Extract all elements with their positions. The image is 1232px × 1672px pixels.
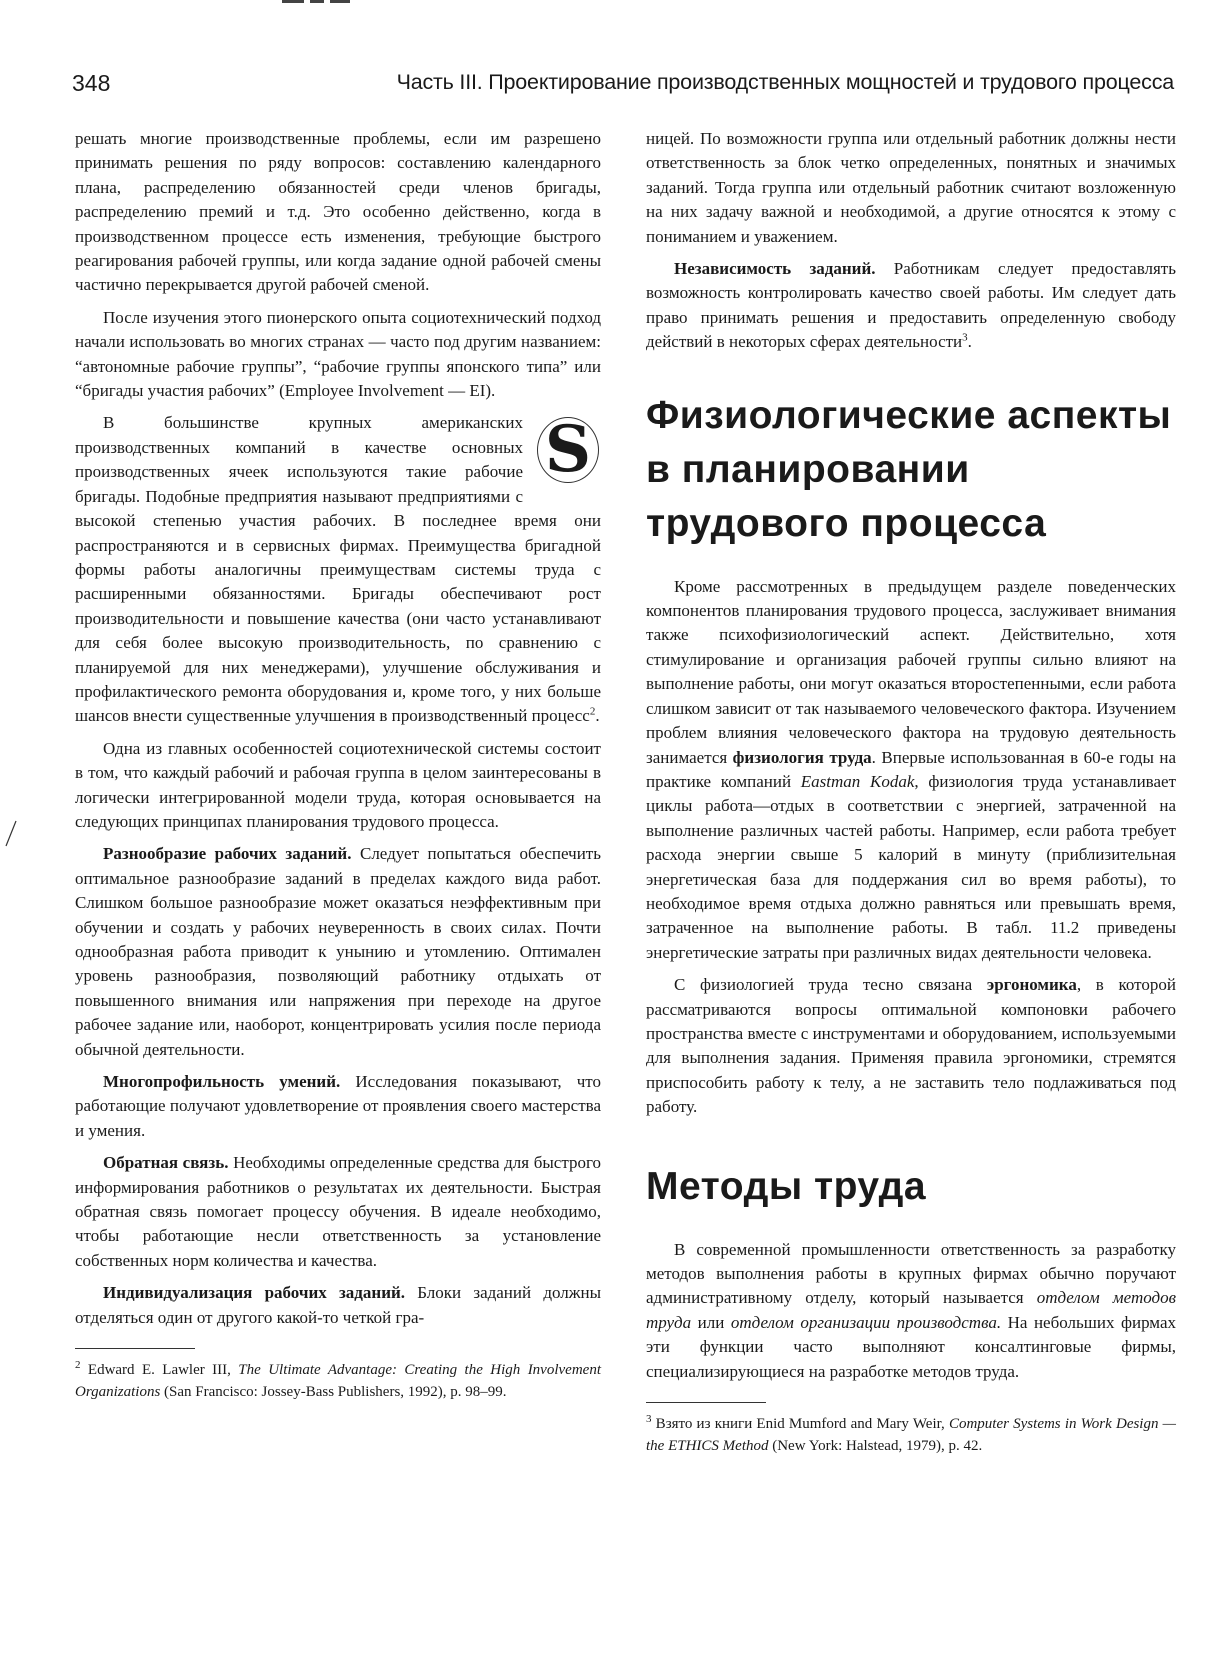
- scan-artifact: [282, 0, 352, 3]
- term: отделом организации производства.: [730, 1312, 1002, 1332]
- term: отделом методов труда: [646, 1288, 1176, 1332]
- paragraph: В современной промышленности ответственность за разработку методов выполнения работы в крупных фирмах обычно поручают административному отделу, который называется отделом методов труда или отделом организации производства. На небольших фирмах эти функции часто выполняют консалтинговые фирмы, специализирующиеся на разработке методов труда.: [646, 1239, 1176, 1381]
- left-column: [75, 127, 601, 1403]
- page-number: 348: [72, 70, 111, 96]
- paragraph: Разнообразие рабочих заданий. Следует попытаться обеспечить оптимальное разнообразие заданий в пределах каждого вида работ. Слишком большое разнообразие может оказаться неэффективным при обучении и создать у рабочих неуверенность в своих силах. Почти однообразная работа приводит к унынию и утомлению. Оптимален уровень разнообразия, позволяющий работнику отдыхать от повышенного внимания или напряжения при переходе на другое рабочее задание или, наоборот, концентрировать усилия после периода обычной деятельности.: [75, 844, 601, 1059]
- paragraph: В большинстве крупных американских производственных компаний в качестве основных производственных ячеек используются такие рабочие бригады. Подобные предприятия называют предприятиями с высокой степенью участия рабочих. В последнее время они распространяются и в сервисных фирмах. Преимущества бригадной формы работы аналогичны преимуществам системы труда с расширенными обязанностями. Бригады обеспечивают рост производительности и повышение качества (они часто устанавливают для себя более высокую производительность, по сравнению с планируемой для них менеджерами), улучшение обслуживания и профилактического ремонта оборудования и, кроме того, у них больше шансов внести существенные улучшения в производственный процесс$^2$.: [75, 413, 601, 726]
- right-column: [646, 127, 1176, 1457]
- paragraph: решать многие производственные проблемы, если им разрешено принимать решения по ряду вопросов: составлению календарного плана, распределению обязанностей среди членов бригады, распределению премий и т.д. Это особенно действенно, когда в производственном процессе есть изменения, требующие быстрого реагирования рабочей группы, или когда задание одной рабочей смены частично перекрывается другой рабочей сменой.: [75, 129, 601, 295]
- section-heading: Методы труда: [646, 1164, 927, 1208]
- page-header: [72, 70, 1174, 106]
- run-in-heading: Разнообразие рабочих заданий.: [103, 844, 352, 864]
- section-heading: Физиологические аспекты в планировании трудового процесса: [646, 393, 1172, 545]
- footnote-ref: 3: [962, 331, 968, 344]
- run-in-heading: Индивидуализация рабочих заданий.: [103, 1283, 406, 1303]
- footnote-divider: [75, 1348, 195, 1349]
- run-in-heading: Независимость заданий.: [674, 259, 876, 279]
- running-head: Часть III. Проектирование производственных мощностей и трудового процесса: [396, 70, 1174, 94]
- term: физиология труда: [732, 747, 872, 767]
- footnote: $^3$ Взято из книги Enid Mumford and Mary Weir, Computer Systems in Work Design — the ETHICS Method (New York: Halstead, 1979), p. 42.: [646, 1413, 1176, 1455]
- company-name: Eastman Kodak: [800, 771, 915, 791]
- paragraph: С физиологией труда тесно связана эргономика, в которой рассматриваются вопросы оптимальной компоновки рабочего пространства вместе с инструментами и оборудованием, используемыми для выполнения задания. Применяя правила эргономики, стремятся приспособить работу к телу, а не заставить тело подлаживаться под работу.: [646, 975, 1176, 1117]
- footnote-divider: [646, 1402, 766, 1403]
- paragraph: Одна из главных особенностей социотехнической системы состоит в том, что каждый рабочий и рабочая группа в целом заинтересованы в логически интегрированной модели труда, которая основывается на следующих принципах планирования трудового процесса.: [75, 738, 601, 831]
- paragraph: Кроме рассмотренных в предыдущем разделе поведенческих компонентов планирования трудового процесса, заслуживает внимания также психофизиологический аспект. Действительно, хотя стимулирование и организация рабочей группы сильно влияют на выполнение работы, они могут оказаться второстепенными, если работа слишком зависит от так называемого человеческого фактора. Изучением проблем влияния человеческого фактора на трудовую деятельность занимается физиология труда. Впервые использованная в 60-е годы на практике компаний Eastman Kodak, физиология труда устанавливает циклы работа—отдых в соответствии с энергией, затраченной на выполнение различных частей работы. Например, если работа требует расхода энергии свыше 5 калорий в минуту (приблизительная энергетическая база для поддержания сил во время работы), то необходимое время отдыха должно равняться или превышать время, затраченное на выполнение работы. В табл. 11.2 приведены энергетические затраты при различных видах деятельности человека.: [646, 576, 1176, 962]
- paragraph: ницей. По возможности группа или отдельный работник должны нести ответственность за блок четко определенных, понятных и значимых заданий. Тогда группа или отдельный работник считают возложенную на них задачу важной и необходимой, а другие относятся к этому с пониманием и уважением.: [646, 129, 1176, 246]
- footnote: $^2$ Edward E. Lawler III, The Ultimate Advantage: Creating the High Involvement Organizations (San Francisco: Jossey-Bass Publishers, 1992), p. 98–99.: [75, 1359, 601, 1401]
- dropcap-s-icon: S: [537, 417, 599, 483]
- paragraph: Независимость заданий. Работникам следует предоставлять возможность контролировать качество своей работы. Им следует дать право принимать решения и предоставить определенную свободу действий в некоторых сферах деятельности$^3$.: [646, 259, 1176, 352]
- footnote-ref: 2: [589, 705, 596, 718]
- section-icon: [531, 412, 601, 495]
- pencil-mark: [4, 820, 18, 848]
- paragraph: После изучения этого пионерского опыта социотехнический подход начали использовать во многих странах — часто под другим названием: “автономные рабочие группы”, “рабочие группы японского типа” или “бригады участия рабочих” (Employee Involvement — EI).: [75, 307, 601, 401]
- paragraph: Обратная связь. Необходимы определенные средства для быстрого информирования работников о результатах их деятельности. Быстрая обратная связь помогает процессу обучения. В идеале необходимо, чтобы работающие несли ответственность за установление собственных норм количества и качества.: [75, 1153, 602, 1270]
- run-in-heading: Обратная связь.: [103, 1153, 229, 1173]
- run-in-heading: Многопрофильность умений.: [103, 1072, 341, 1092]
- term: эргономика: [986, 975, 1077, 995]
- paragraph: Индивидуализация рабочих заданий. Блоки заданий должны отделяться один от другого какой-то четкой гра-: [75, 1283, 601, 1327]
- paragraph: Многопрофильность умений. Исследования показывают, что работающие получают удовлетворение от проявления своего мастерства и умения.: [75, 1072, 601, 1140]
